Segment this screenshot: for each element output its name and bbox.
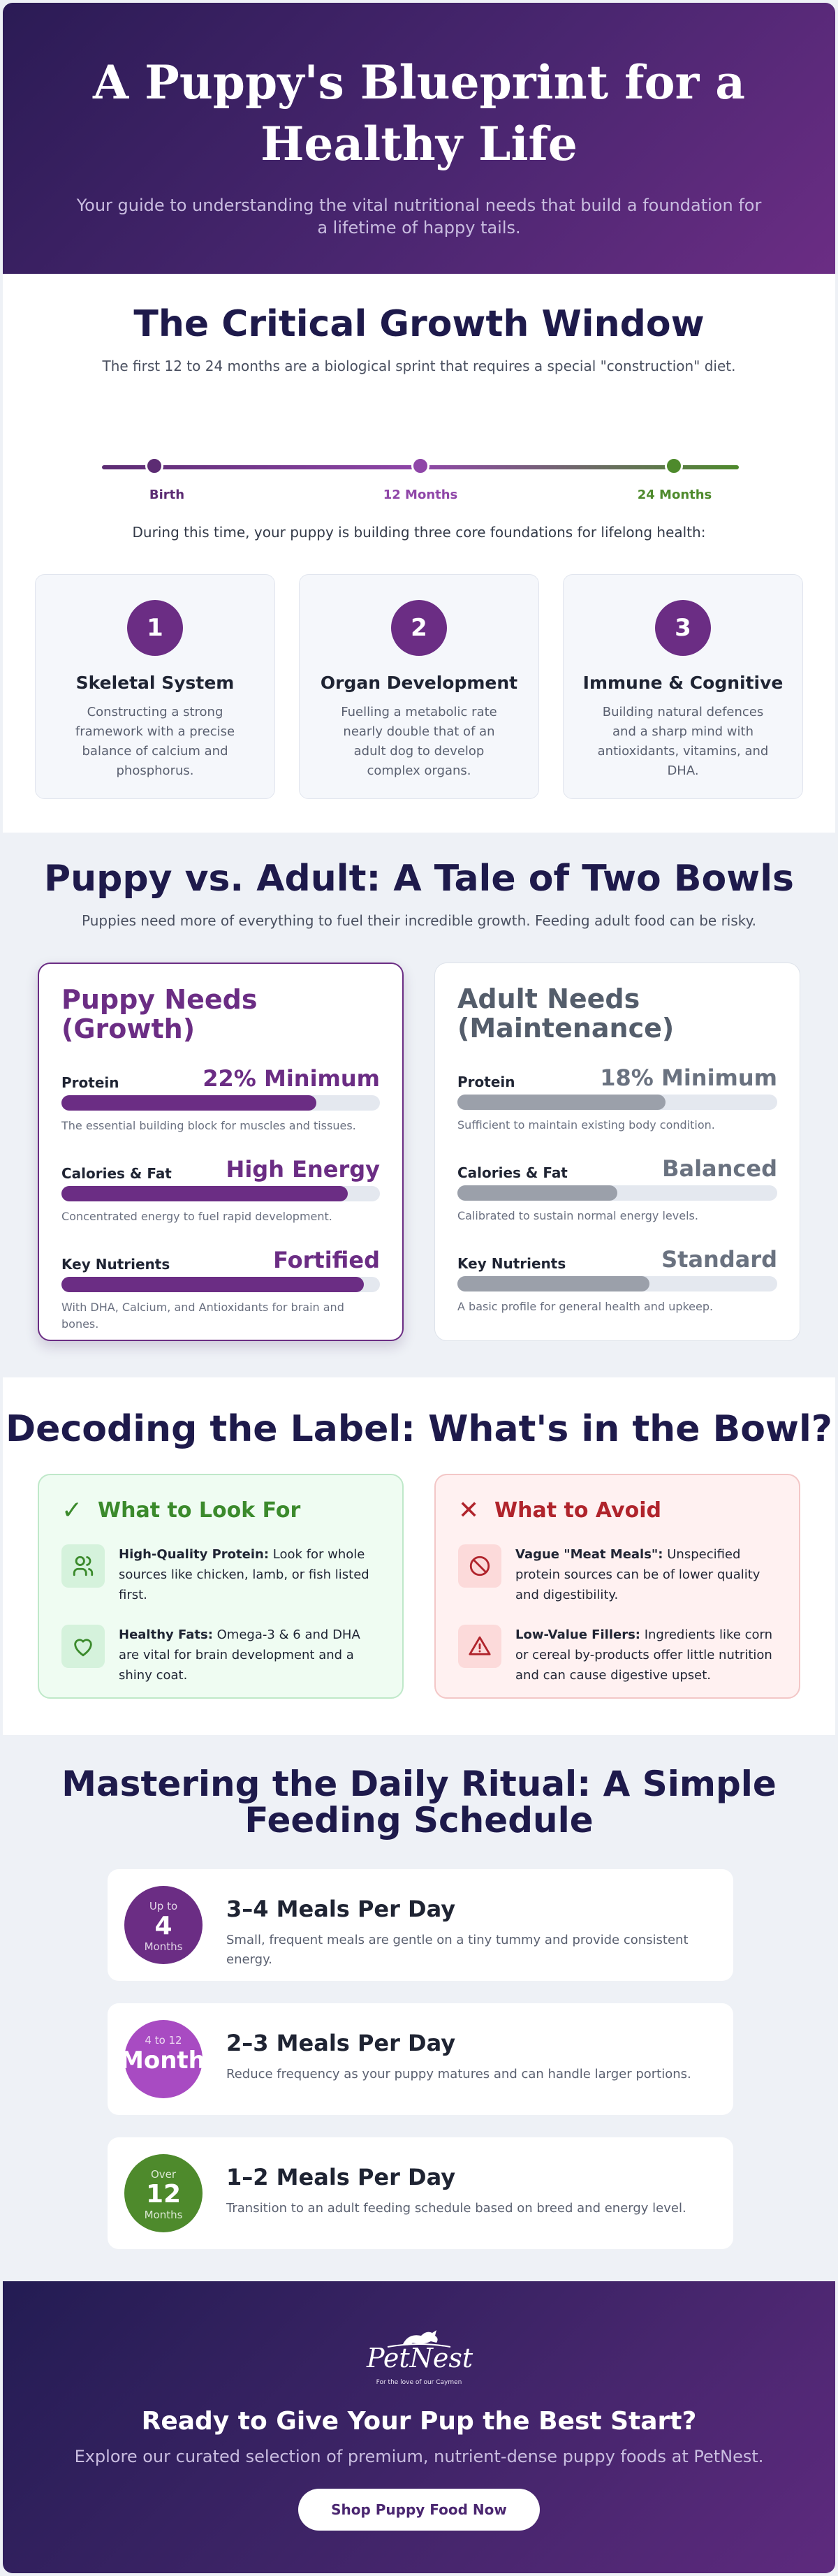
- metric-bar-fill: [457, 1095, 666, 1110]
- look-for-card: [38, 1474, 404, 1699]
- logo-tagline: For the love of our Caymen: [376, 2379, 462, 2386]
- metric-bar-fill: [61, 1277, 364, 1292]
- metric-calories-fat: [61, 1157, 380, 1225]
- foundation-card-immune: [563, 574, 803, 799]
- timeline-dot-12-months: [411, 457, 429, 475]
- timeline-dot-24-months: [665, 457, 683, 475]
- item-text: Look for whole sources like chicken, lamb, or fish listed first.: [119, 1547, 369, 1602]
- item-term: High-Quality Protein:: [119, 1547, 270, 1562]
- metric-value: Standard: [661, 1246, 777, 1273]
- metric-label: Protein: [61, 1074, 119, 1091]
- metric-bar: [61, 1095, 380, 1111]
- badge-top: 4 to 12: [145, 2034, 182, 2047]
- metric-protein: [61, 1066, 380, 1134]
- metric-bar-fill: [457, 1276, 649, 1291]
- foundation-title: Immune & Cognitive: [582, 673, 784, 693]
- schedule-row-text: Reduce frequency as your puppy matures and can handle larger portions.: [226, 2067, 691, 2081]
- timeline-label-24-months: 24 Months: [637, 488, 712, 502]
- users-icon: [61, 1544, 105, 1588]
- avoid-title: What to Avoid: [494, 1498, 661, 1523]
- bowls-comparison-section: [3, 833, 835, 1377]
- item-term: Healthy Fats:: [119, 1627, 213, 1642]
- feeding-schedule-section: [3, 1735, 835, 2281]
- core-foundations-intro: During this time, your puppy is building three core foundations for lifelong health:: [132, 524, 706, 541]
- badge-main: 12: [145, 2180, 182, 2209]
- metric-description: Sufficient to maintain existing body condition.: [457, 1118, 715, 1132]
- metric-value: 22% Minimum: [203, 1065, 380, 1092]
- foundation-title: Organ Development: [320, 673, 518, 693]
- metric-label: Key Nutrients: [457, 1255, 566, 1272]
- metric-key-nutrients: [61, 1247, 380, 1333]
- timeline-label-birth: Birth: [149, 488, 185, 502]
- close-icon: ✕: [458, 1496, 480, 1525]
- timeline-dot-birth: [145, 457, 163, 475]
- list-item: [458, 1544, 777, 1605]
- list-item: [61, 1625, 380, 1685]
- list-item: [61, 1544, 380, 1605]
- item-text: Ingredients like corn or cereal by-products offer little nutrition and can cause digestive upset.: [515, 1627, 772, 1683]
- metric-bar-fill: [457, 1185, 617, 1201]
- avoid-card: [434, 1474, 800, 1699]
- foundation-text: Fuelling a metabolic rate nearly double that of an adult dog to develop complex organs.: [341, 705, 497, 778]
- bowls-title: Puppy vs. Adult: A Tale of Two Bowls: [44, 858, 794, 900]
- foundation-number: 1: [127, 600, 183, 656]
- check-icon: ✓: [61, 1496, 83, 1525]
- foundation-text: Constructing a strong framework with a precise balance of calcium and phosphorus.: [75, 705, 235, 778]
- metric-key-nutrients: [457, 1247, 777, 1315]
- list-item: [458, 1625, 777, 1685]
- hero-title: A Puppy's Blueprint for a Healthy Life: [93, 55, 745, 171]
- decoding-label-section: [3, 1377, 835, 1735]
- item-term: Low-Value Fillers:: [515, 1627, 640, 1642]
- foundation-number: 2: [391, 600, 447, 656]
- metric-description: Concentrated energy to fuel rapid development.: [61, 1210, 332, 1223]
- petnest-logo: [367, 2323, 471, 2386]
- logo-text: PetNest: [367, 2343, 473, 2373]
- badge-bottom: Months: [144, 2209, 183, 2221]
- schedule-row: [108, 1869, 733, 1981]
- metric-protein: [457, 1065, 777, 1134]
- adult-needs-card: [434, 963, 800, 1341]
- schedule-row-title: 3–4 Meals Per Day: [226, 1896, 456, 1922]
- metric-bar: [457, 1276, 777, 1291]
- metric-label: Calories & Fat: [61, 1165, 172, 1182]
- cta-section: [3, 2281, 835, 2573]
- metric-calories-fat: [457, 1156, 777, 1224]
- hero-subtitle: Your guide to understanding the vital nutritional needs that build a foundation for a lifetime of happy tails.: [76, 196, 762, 237]
- metric-bar-fill: [61, 1095, 316, 1111]
- metric-label: Calories & Fat: [457, 1164, 568, 1181]
- puppy-needs-card: [38, 963, 404, 1341]
- schedule-row: [108, 2003, 733, 2115]
- growth-window-section: [3, 274, 835, 833]
- badge-main: 4: [154, 1912, 172, 1940]
- metric-label: Protein: [457, 1074, 515, 1090]
- age-badge: [124, 1886, 203, 1964]
- cta-title: Ready to Give Your Pup the Best Start?: [141, 2407, 697, 2436]
- metric-label: Key Nutrients: [61, 1256, 170, 1273]
- ban-icon: [458, 1544, 501, 1588]
- metric-bar-fill: [61, 1186, 348, 1201]
- item-text: Omega-3 & 6 and DHA are vital for brain development and a shiny coat.: [119, 1627, 360, 1683]
- metric-bar: [457, 1185, 777, 1201]
- puppy-needs-title: Puppy Needs (Growth): [61, 984, 258, 1044]
- badge-bottom: Months: [144, 1940, 183, 1953]
- growth-timeline: [99, 441, 742, 502]
- item-text: Unspecified protein sources can be of lower quality and digestibility.: [515, 1547, 760, 1602]
- metric-description: Calibrated to sustain normal energy levels.: [457, 1209, 698, 1222]
- metric-bar: [61, 1186, 380, 1201]
- heart-icon: [61, 1625, 105, 1668]
- warning-icon: [458, 1625, 501, 1668]
- metric-bar: [457, 1095, 777, 1110]
- metric-bar: [61, 1277, 380, 1292]
- schedule-row-text: Transition to an adult feeding schedule based on breed and energy level.: [226, 2201, 686, 2216]
- metric-description: The essential building block for muscles and tissues.: [61, 1119, 356, 1132]
- age-badge: [120, 2020, 220, 2098]
- foundation-card-organ: [299, 574, 539, 799]
- label-title: Decoding the Label: What's in the Bowl?: [6, 1408, 832, 1450]
- foundation-text: Building natural defences and a sharp mind with antioxidants, vitamins, and DHA.: [597, 705, 769, 778]
- schedule-row-title: 1–2 Meals Per Day: [226, 2164, 456, 2190]
- badge-main: Months: [120, 2047, 220, 2074]
- metric-value: 18% Minimum: [600, 1064, 777, 1091]
- schedule-title: Mastering the Daily Ritual: A Simple Feeding Schedule: [61, 1764, 777, 1840]
- foundation-card-skeletal: [35, 574, 275, 799]
- shop-puppy-food-button[interactable]: Shop Puppy Food Now: [298, 2489, 540, 2531]
- age-badge: [124, 2154, 203, 2232]
- bowls-intro: Puppies need more of everything to fuel their incredible growth. Feeding adult food can be risky.: [82, 912, 756, 929]
- look-for-title: What to Look For: [98, 1498, 301, 1523]
- hero-section: [3, 3, 835, 274]
- foundation-number: 3: [655, 600, 711, 656]
- metric-value: Fortified: [273, 1247, 380, 1273]
- foundation-title: Skeletal System: [75, 673, 235, 693]
- schedule-row-text: Small, frequent meals are gentle on a tiny tummy and provide consistent energy.: [226, 1933, 689, 1967]
- metric-value: High Energy: [226, 1156, 380, 1183]
- badge-top: Over: [150, 2168, 177, 2181]
- timeline-label-12-months: 12 Months: [383, 488, 458, 502]
- schedule-row: [108, 2137, 733, 2249]
- metric-value: Balanced: [662, 1155, 777, 1182]
- badge-top: Up to: [149, 1900, 178, 1912]
- metric-description: A basic profile for general health and upkeep.: [457, 1300, 714, 1313]
- adult-needs-title: Adult Needs (Maintenance): [457, 983, 675, 1044]
- schedule-row-title: 2–3 Meals Per Day: [226, 2030, 456, 2056]
- metric-description: With DHA, Calcium, and Antioxidants for brain and bones.: [61, 1301, 344, 1331]
- growth-title: The Critical Growth Window: [133, 303, 705, 345]
- item-term: Vague "Meat Meals":: [515, 1547, 663, 1562]
- growth-intro: The first 12 to 24 months are a biological sprint that requires a special "construction" diet.: [102, 358, 736, 374]
- cta-text: Explore our curated selection of premium, nutrient-dense puppy foods at PetNest.: [74, 2447, 764, 2466]
